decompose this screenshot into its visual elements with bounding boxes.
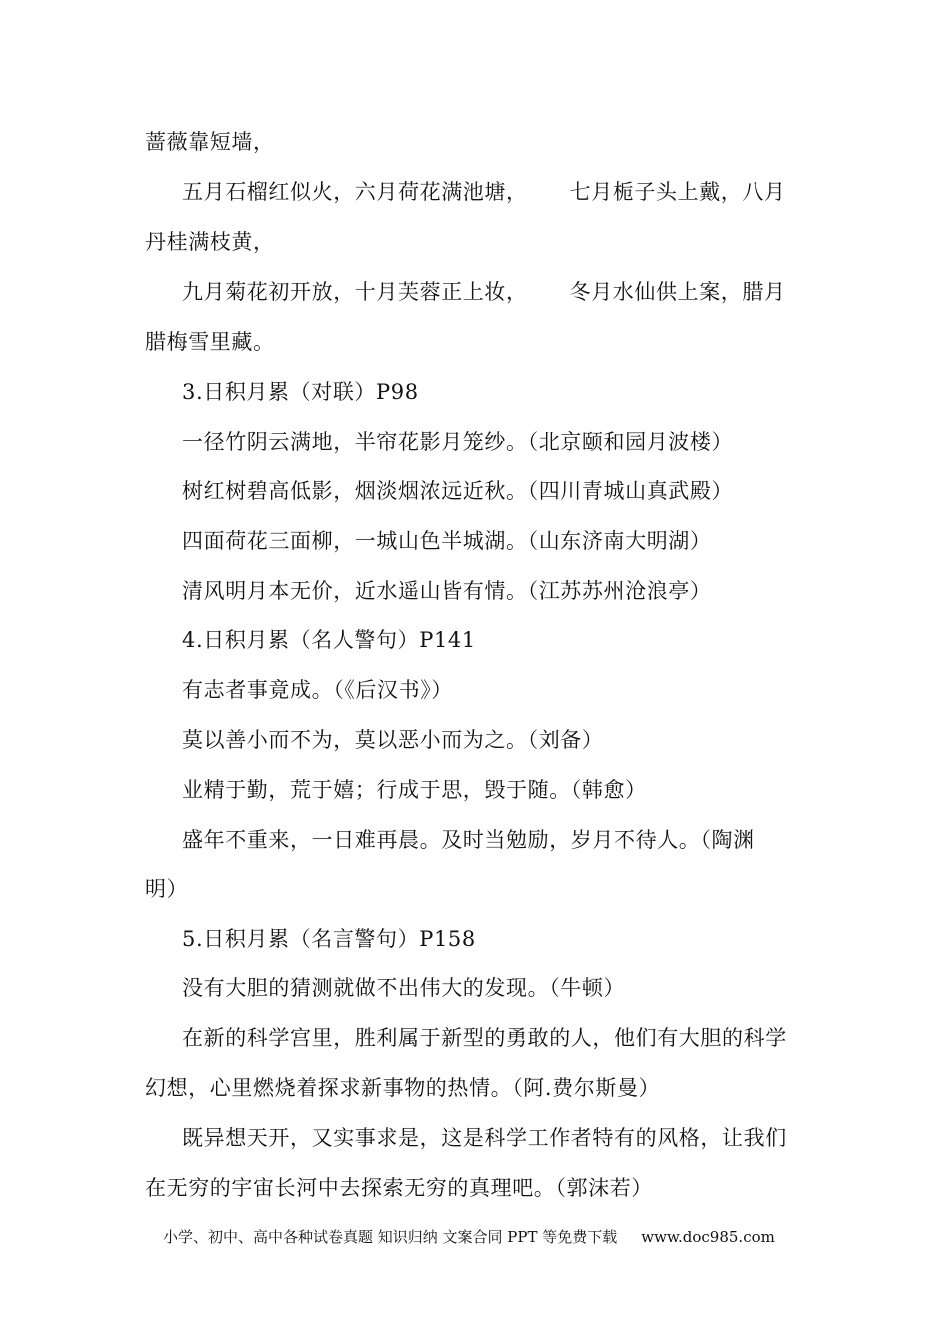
couplet-line: 四面荷花三面柳，一城山色半城湖。（山东济南大明湖）	[182, 529, 712, 553]
quote-line: 在无穷的宇宙长河中去探索无穷的真理吧。（郭沫若）	[145, 1176, 653, 1200]
quote-line: 幻想，心里燃烧着探求新事物的热情。（阿.费尔斯曼）	[145, 1076, 661, 1100]
quote-line: 没有大胆的猜测就做不出伟大的发现。（牛顿）	[182, 976, 626, 1000]
couplet-line: 树红树碧高低影，烟淡烟浓远近秋。（四川青城山真武殿）	[182, 479, 734, 503]
text-line	[182, 178, 786, 206]
quote-line: 莫以善小而不为，莫以恶小而为之。（刘备）	[182, 728, 604, 752]
text-segment: 冬月水仙供上案，腊月	[569, 280, 786, 304]
quote-line: 既异想天开，又实事求是，这是科学工作者特有的风格，让我们	[182, 1126, 787, 1150]
quote-line: 明）	[145, 877, 189, 901]
text-line: 腊梅雪里藏。	[145, 330, 275, 354]
section-heading: 5.日积月累（名言警句）P158	[182, 927, 476, 951]
text-segment: 五月石榴红似火，六月荷花满池塘，	[182, 180, 528, 204]
page-footer	[163, 1226, 775, 1248]
quote-line: 盛年不重来，一日难再晨。及时当勉励，岁月不待人。（陶渊	[182, 828, 755, 852]
text-segment: 九月菊花初开放，十月芙蓉正上妆，	[182, 280, 528, 304]
text-line: 丹桂满枝黄，	[145, 230, 275, 254]
couplet-line: 一径竹阴云满地，半帘花影月笼纱。（北京颐和园月波楼）	[182, 430, 734, 454]
section-heading: 3.日积月累（对联）P98	[182, 380, 419, 404]
footer-url: www.doc985.com	[641, 1228, 775, 1246]
footer-text: 小学、初中、高中各种试卷真题 知识归纳 文案合同 PPT 等免费下载	[163, 1228, 618, 1246]
text-segment: 七月栀子头上戴，八月	[569, 180, 786, 204]
couplet-line: 清风明月本无价，近水遥山皆有情。（江苏苏州沧浪亭）	[182, 579, 712, 603]
section-heading: 4.日积月累（名人警句）P141	[182, 628, 476, 652]
text-line	[182, 278, 786, 306]
quote-line: 在新的科学宫里，胜利属于新型的勇敢的人，他们有大胆的科学	[182, 1026, 787, 1050]
text-line: 蔷薇靠短墙，	[145, 130, 275, 154]
quote-line: 有志者事竟成。（《后汉书》）	[182, 678, 453, 702]
quote-line: 业精于勤，荒于嬉；行成于思，毁于随。（韩愈）	[182, 778, 647, 802]
